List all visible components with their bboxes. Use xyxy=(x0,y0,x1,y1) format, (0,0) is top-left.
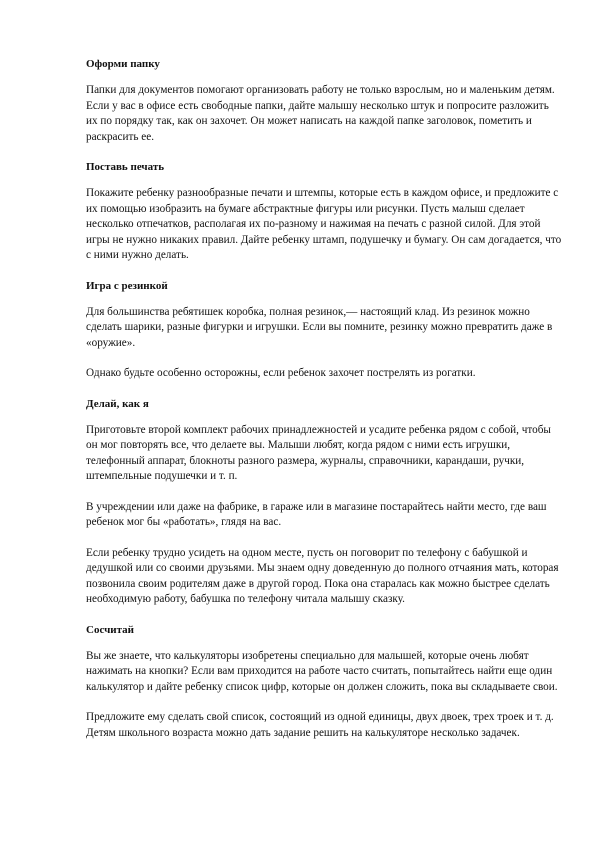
section-stamp xyxy=(86,160,562,264)
section-do-as-i-do xyxy=(86,397,562,608)
document-body xyxy=(86,57,562,756)
section-heading: Оформи папку xyxy=(86,58,160,70)
paragraph: Покажите ребенку разнообразные печати и штемпы, которые есть в каждом офисе, и предложите с их помощью изобразить на бумаге абстрактные фигуры или рисунки. Пусть малыш сделает несколько отпечатков, располагая их по-разному и нажимая на печать с разной силой. Для этой игры не нужно никаких правил. Дайте ребенку штамп, подушечку и бумагу. Он сам догадается, что с ними нужно делать. xyxy=(86,187,562,261)
paragraph: Если ребенку трудно усидеть на одном месте, пусть он поговорит по телефону с бабушкой и дедушкой или со своими друзьями. Мы знаем одну доведенную до полного отчаяния мать, которая позвонила своим родителям даже в другой город. Пока она старалась как можно быстрее сделать необходимую работу, бабушка по телефону читала малышу сказку. xyxy=(86,546,559,605)
section-heading: Игра с резинкой xyxy=(86,279,168,292)
section-rubber-band xyxy=(86,279,562,382)
paragraph: Однако будьте особенно осторожны, если ребенок захочет пострелять из рогатки. xyxy=(86,367,476,379)
paragraph: Папки для документов помогают организовать работу не только взрослым, но и маленьким детям. Если у вас в офисе есть свободные папки, дайте малышу несколько штук и попросите разложить их по порядку так, как он захочет. Он может написать на каждой папке заголовок, пометить и раскрасить ее. xyxy=(86,84,555,143)
section-heading: Поставь печать xyxy=(86,161,165,173)
paragraph: Вы же знаете, что калькуляторы изобретены специально для малышей, которые очень любят нажимать на кнопки? Если вам приходится на работе часто считать, попытайтесь найти еще один калькулятор и дайте ребенку список цифр, которые он должен сложить, пока вы складываете свои. xyxy=(86,649,558,693)
paragraph: Для большинства ребятишек коробка, полная резинок,— настоящий клад. Из резинок можно сделать шарики, разные фигурки и игрушки. Если вы помните, резинку можно превратить даже в «оружие». xyxy=(86,305,553,349)
section-count xyxy=(86,623,562,742)
section-heading: Делай, как я xyxy=(86,397,149,410)
paragraph: В учреждении или даже на фабрике, в гараже или в магазине постарайтесь найти место, где ваш ребенок мог бы «работать», глядя на вас. xyxy=(86,500,547,528)
section-folder xyxy=(86,57,562,145)
section-heading: Сосчитай xyxy=(86,623,135,636)
paragraph: Приготовьте второй комплект рабочих принадлежностей и усадите ребенка рядом с собой, чтобы он мог повторять все, что делаете вы. Малыши любят, когда рядом с ними есть игрушки, телефонный аппарат, блокноты разного размера, журналы, справочники, карандаши, ручки, штемпельные подушечки и т. п. xyxy=(86,423,551,482)
paragraph: Предложите ему сделать свой список, состоящий из одной единицы, двух двоек, трех троек и т. д. Детям школьного возраста можно дать задание решить на калькуляторе несколько задачек. xyxy=(86,711,554,739)
